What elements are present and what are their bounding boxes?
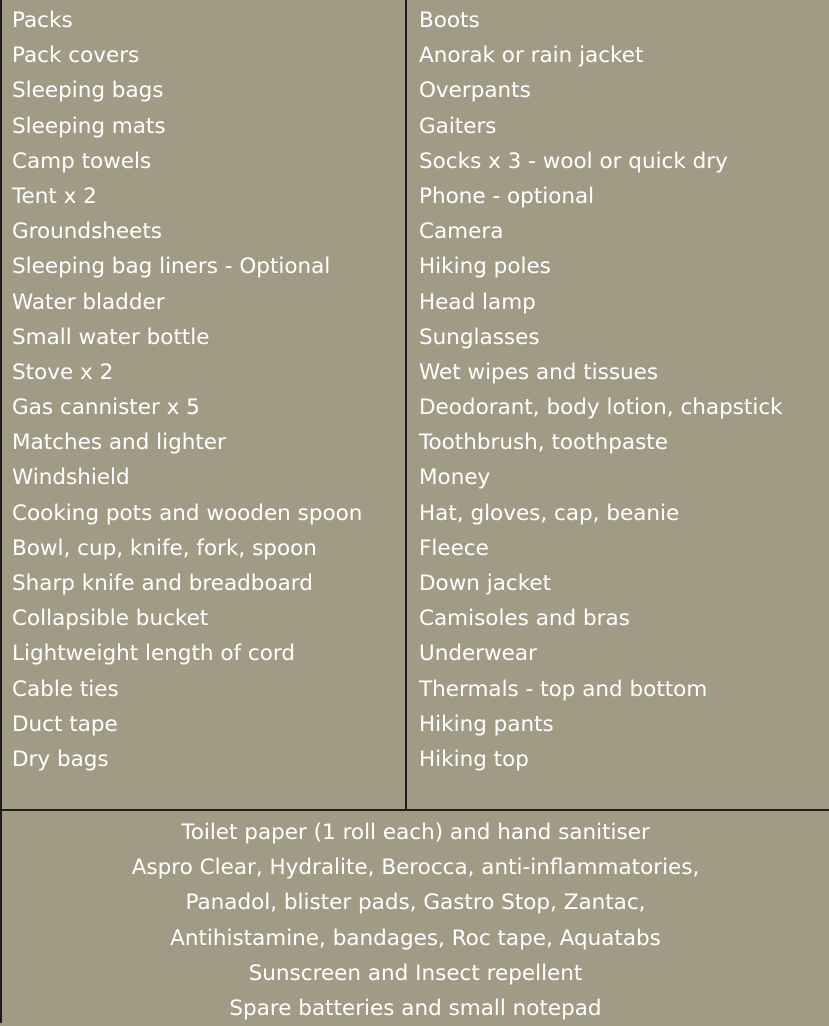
list-item: Cable ties (12, 676, 119, 702)
extras-line: Panadol, blister pads, Gastro Stop, Zantac, (185, 890, 646, 916)
list-item: Phone - optional (419, 183, 595, 209)
list-item: Sleeping mats (12, 113, 166, 139)
extras-line: Aspro Clear, Hydralite, Berocca, anti-inflammatories, (131, 855, 700, 881)
list-item: Dry bags (12, 746, 109, 772)
list-item: Hiking pants (419, 711, 554, 737)
extras-line: Sunscreen and Insect repellent (248, 960, 583, 986)
list-item: Cooking pots and wooden spoon (12, 500, 363, 526)
list-item: Water bladder (12, 289, 165, 315)
list-item: Groundsheets (12, 219, 162, 245)
clothing-column (406, 0, 829, 809)
list-item: Gas cannister x 5 (12, 395, 200, 421)
list-item: Small water bottle (12, 324, 210, 350)
list-item: Duct tape (12, 711, 118, 737)
list-item: Stove x 2 (12, 359, 114, 385)
list-item: Sleeping bag liners - Optional (12, 254, 331, 280)
list-item: Anorak or rain jacket (419, 43, 644, 69)
list-item: Sharp knife and breadboard (12, 571, 313, 596)
list-item: Camisoles and bras (419, 606, 630, 632)
list-item: Deodorant, body lotion, chapstick (419, 395, 783, 421)
list-item: Matches and lighter (12, 430, 226, 456)
list-item: Camera (419, 219, 504, 245)
list-item: Fleece (419, 535, 489, 561)
list-item: Bowl, cup, knife, fork, spoon (12, 535, 317, 561)
list-item: Collapsible bucket (12, 606, 209, 632)
list-item: Packs (12, 8, 73, 33)
list-item: Windshield (12, 465, 130, 491)
list-item: Down jacket (419, 571, 552, 596)
extras-line: Antihistamine, bandages, Roc tape, Aquatabs (170, 925, 661, 951)
list-item: Socks x 3 - wool or quick dry (419, 148, 728, 174)
list-item: Hat, gloves, cap, beanie (419, 500, 680, 526)
list-item: Lightweight length of cord (12, 641, 295, 667)
gear-column (0, 0, 406, 809)
extras-line: Spare batteries and small notepad (229, 995, 602, 1021)
list-item: Overpants (419, 78, 531, 104)
list-item: Boots (419, 8, 480, 33)
extras-line: Toilet paper (1 roll each) and hand sanitiser (181, 820, 650, 845)
list-item: Head lamp (419, 289, 536, 315)
list-item: Underwear (419, 641, 537, 667)
list-item: Gaiters (419, 113, 497, 139)
list-item: Wet wipes and tissues (419, 359, 659, 385)
list-item: Hiking poles (419, 254, 551, 280)
extras-row (0, 809, 829, 1023)
list-item: Pack covers (12, 43, 140, 69)
list-item: Sleeping bags (12, 78, 164, 104)
list-item: Money (419, 465, 491, 491)
list-item: Hiking top (419, 746, 529, 772)
list-item: Toothbrush, toothpaste (419, 430, 668, 456)
list-item: Sunglasses (419, 324, 540, 350)
list-item: Thermals - top and bottom (419, 676, 708, 702)
list-item: Camp towels (12, 148, 152, 174)
list-item: Tent x 2 (12, 183, 97, 209)
